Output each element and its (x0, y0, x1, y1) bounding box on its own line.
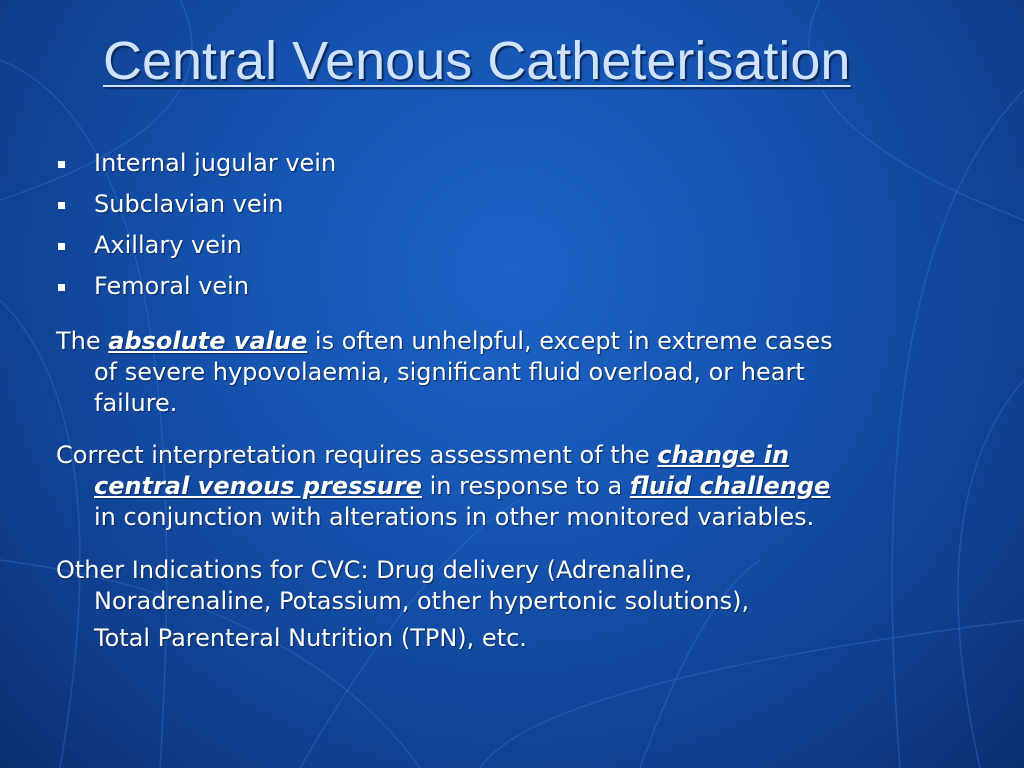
emphasis-change-in: change in (657, 441, 790, 469)
list-item (56, 230, 336, 271)
list-item-text: Axillary vein (94, 231, 242, 259)
square-bullet-icon (58, 243, 65, 250)
square-bullet-icon (58, 202, 65, 209)
text-fragment: in response to a (421, 472, 630, 500)
paragraph-line: of severe hypovolaemia, significant fluid overload, or heart (94, 358, 805, 386)
paragraph-line: in conjunction with alterations in other monitored variables. (94, 503, 815, 531)
other-indications-paragraph (56, 555, 996, 654)
list-item-text: Subclavian vein (94, 190, 284, 218)
interpretation-paragraph (56, 440, 996, 533)
emphasis-fluid-challenge: fluid challenge (629, 472, 831, 500)
emphasis-central-venous-pressure: central venous pressure (94, 472, 422, 500)
paragraph-line (56, 471, 996, 502)
list-item (56, 189, 336, 230)
text-fragment: Correct interpretation requires assessment of the (56, 441, 658, 469)
absolute-value-paragraph (56, 326, 996, 419)
paragraph-line: Total Parenteral Nutrition (TPN), etc. (94, 624, 527, 652)
emphasis-absolute-value: absolute value (108, 327, 308, 355)
slide-title: Central Venous Catheterisation (103, 31, 851, 91)
paragraph-line (56, 326, 996, 357)
square-bullet-icon (58, 161, 65, 168)
paragraph-line: failure. (94, 389, 178, 417)
vein-list (56, 148, 336, 312)
list-item-text: Femoral vein (94, 272, 250, 300)
paragraph-line: Noradrenaline, Potassium, other hypertonic solutions), (94, 587, 750, 615)
paragraph-line (56, 440, 996, 471)
list-item-text: Internal jugular vein (94, 149, 337, 177)
text-fragment: is often unhelpful, except in extreme cases (307, 327, 833, 355)
square-bullet-icon (58, 284, 65, 291)
text-fragment: The (56, 327, 109, 355)
paragraph-line: Other Indications for CVC: Drug delivery (Adrenaline, (56, 556, 693, 584)
list-item (56, 148, 336, 189)
list-item (56, 271, 336, 312)
